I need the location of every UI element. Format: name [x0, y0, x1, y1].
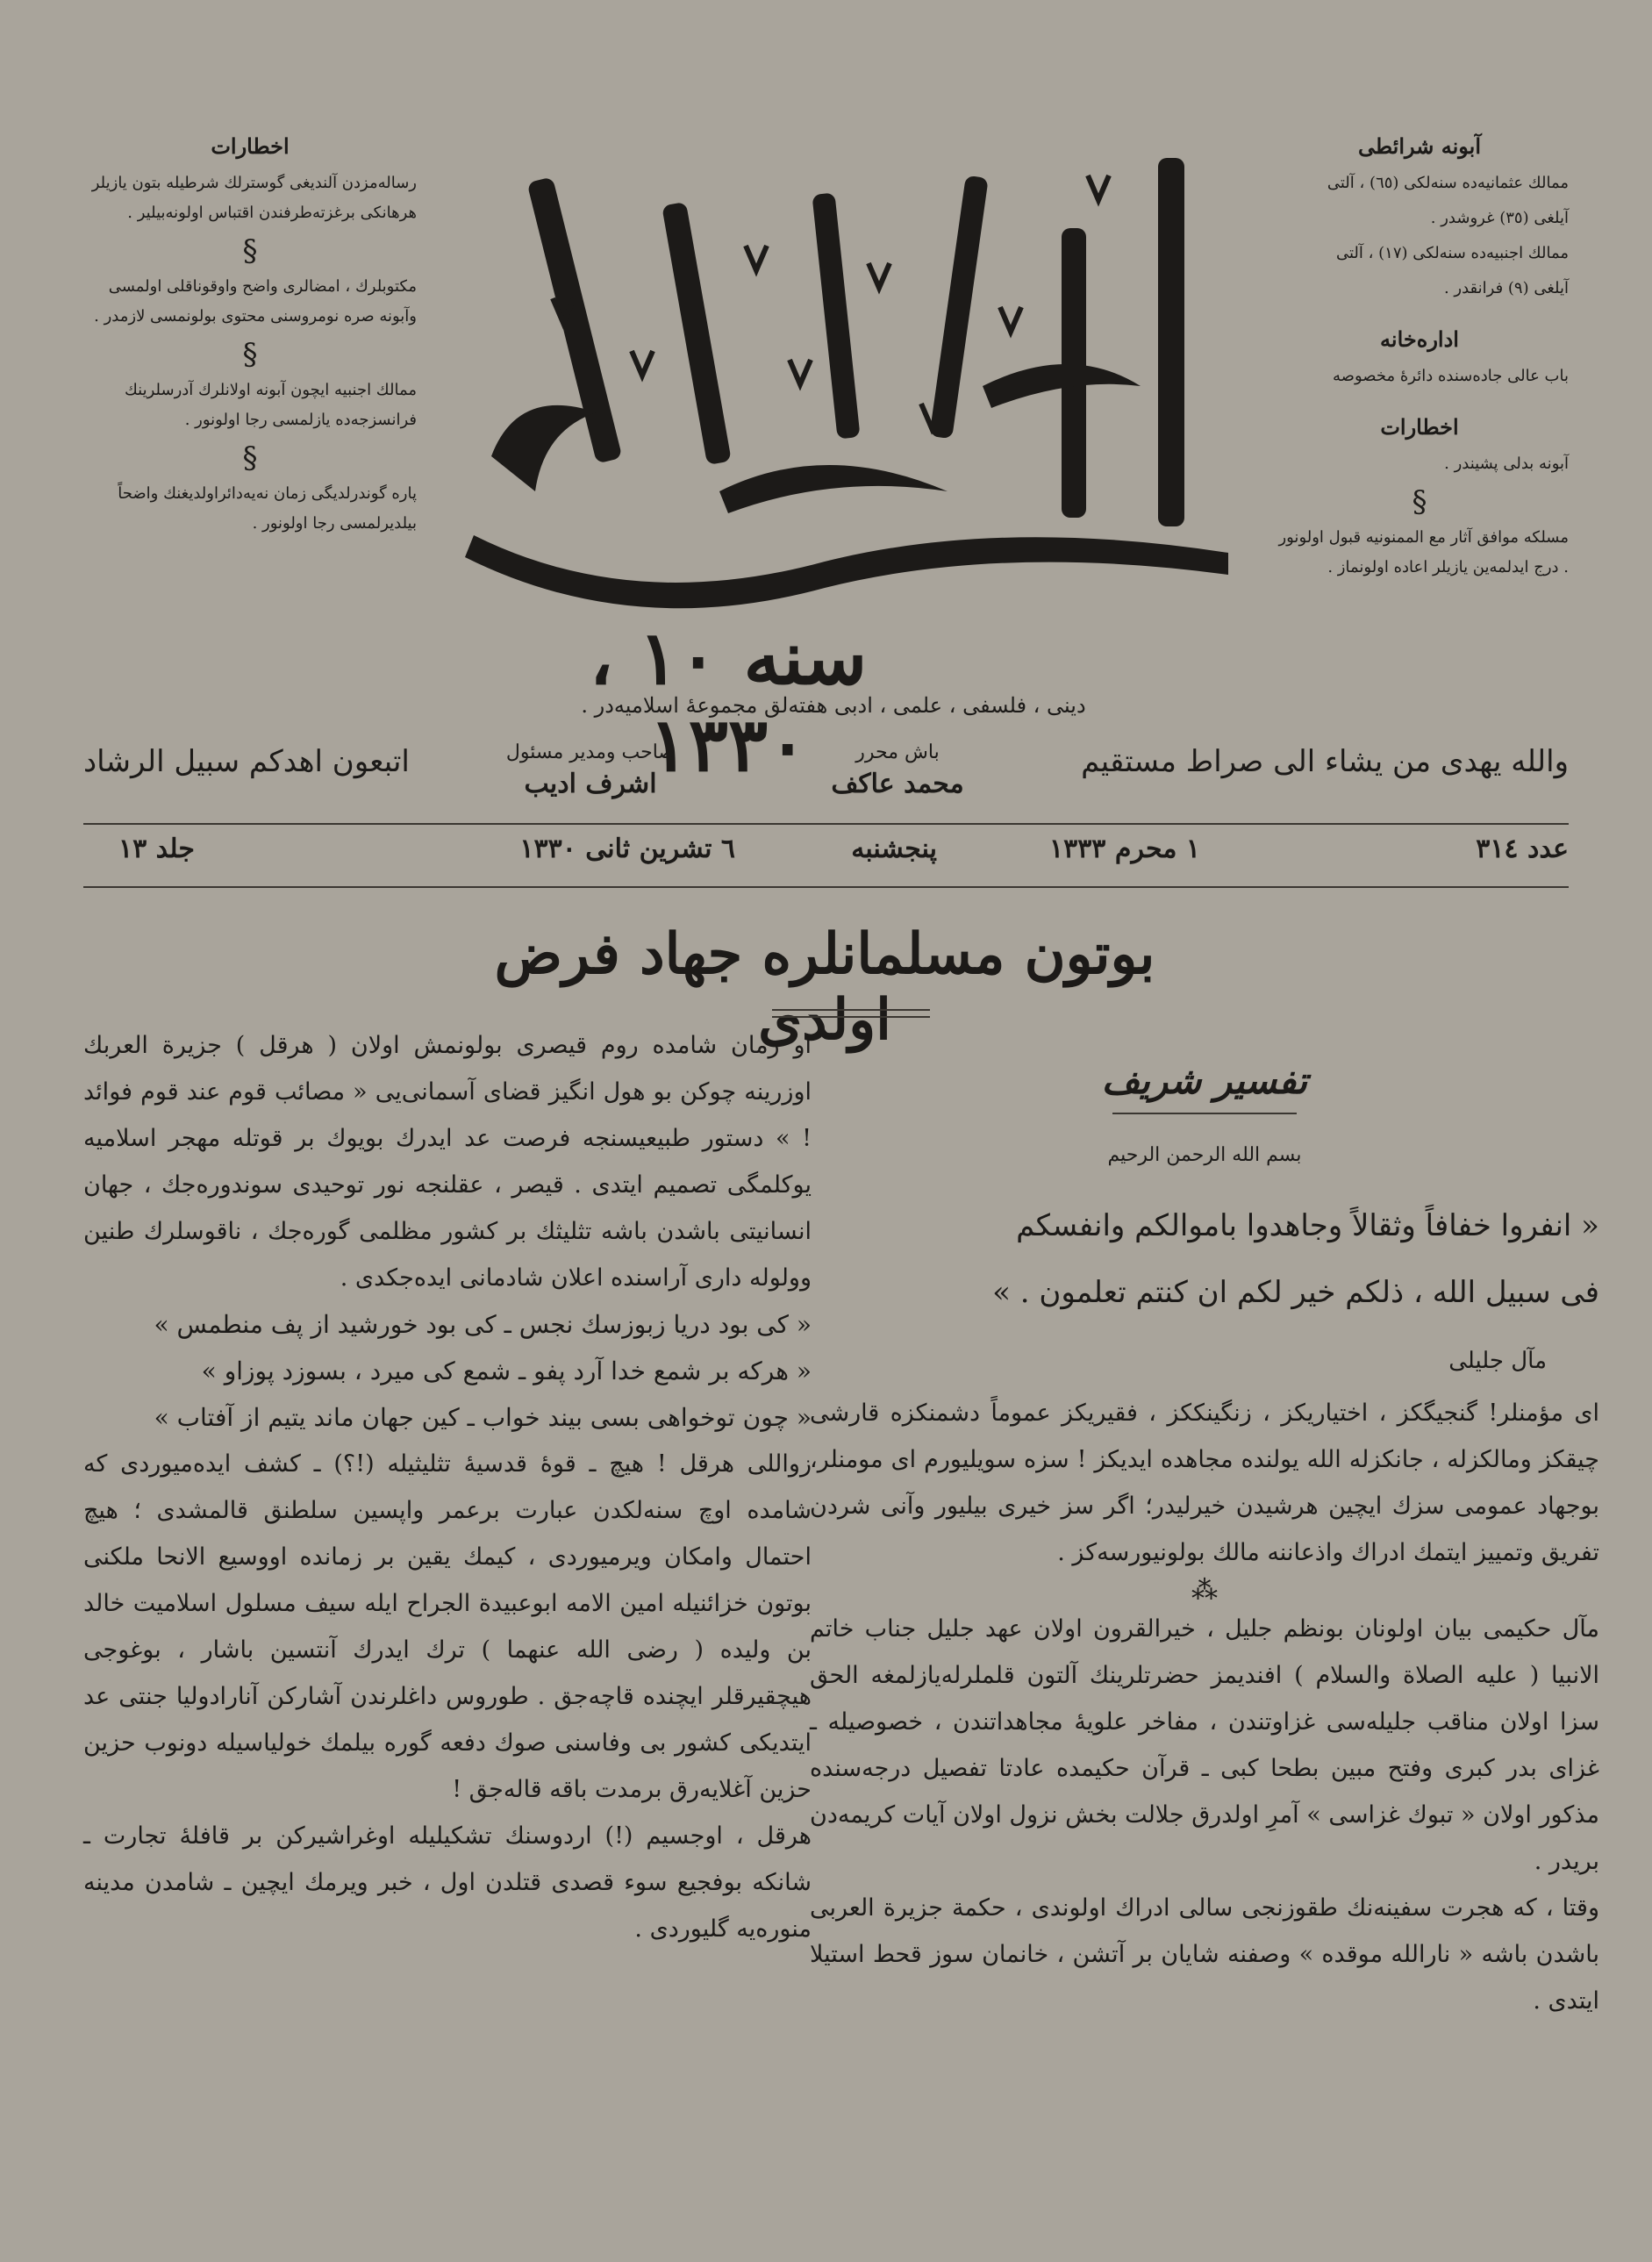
poem-line: « كی بود دریا زبوزسك نجس ـ كی بود خورشید از پف منطمس » — [154, 1310, 812, 1339]
hijri-date: ١ محرم ١٣٣٣ — [1048, 834, 1200, 864]
motto-left: اتبعون اهدكم سبیل الرشاد — [83, 744, 410, 779]
section-mark: § — [1412, 484, 1427, 519]
masthead-subtitle: دینی ، فلسفی ، علمی ، ادبی هفته‌لق مجموعهٔ اسلامیه‌در . — [581, 693, 1086, 718]
poem-line: « هرکه بر شمع خدا آرد پفو ـ شمع کی میرد ، بسوزد پوزاو » — [201, 1356, 812, 1385]
dateline — [83, 829, 1569, 873]
meal-text: ای مؤمنلر! گنجیگکز ، اختیاریکز ، زنگینککز ، فقیریکز عموماً دشمنکزه قارشی چیقکز ومالکزله ، جانکزله الله یولنده مجاهده ایدیکز ! سزه سویلیورم ای مومنلر، بوجهاد عمومی سزك ایچین هرشیدن خیرلیدر؛ اگر سز خیری بیلیور وآنی شردن تفریق وتمییز ایتمك ادراك واذعاننه مالك بولونیورسه‌کز . — [810, 1399, 1599, 1566]
section-mark: § — [242, 440, 258, 476]
office-address: باب عالی جاده‌سنده دائرهٔ مخصوصه — [1333, 367, 1569, 385]
right-column — [810, 1022, 1599, 2024]
tafsir-rule — [1112, 1113, 1297, 1114]
owner-title: صاحب ومدیر مسئول — [505, 741, 676, 763]
headline-ornament — [772, 1009, 930, 1018]
owner-block — [459, 737, 722, 800]
section-mark: § — [242, 233, 258, 268]
masthead-logo — [456, 123, 1246, 614]
separator-dots: ⁂ — [1191, 1575, 1218, 1606]
weekday: پنجشنبه — [851, 834, 937, 864]
editor-name: محمد عاكف — [831, 769, 964, 799]
subscription-line: ممالك عثمانیه‌ده سنه‌لکی (٦٥) ، آلتی — [1327, 174, 1569, 192]
owner-name: اشرف ادیب — [524, 769, 657, 799]
headline: بوتون مسلمانلره جهاد فرض اولدی — [494, 921, 1155, 1053]
meal-label: مآل جلیلی — [1448, 1348, 1547, 1374]
bottom-rule — [83, 886, 1569, 888]
subscription-line: آیلغی (٩) فرانقدر . — [1443, 279, 1569, 297]
volume-number: جلد ١٣ — [118, 834, 195, 864]
rumi-date: ٦ تشرین ثانی ١٣٣٠ — [519, 834, 735, 864]
section-mark: § — [242, 337, 258, 372]
paragraph: هرقل ، اوجسیم (!) اردوسنك تشکیلیله اوغراشیرکن بر قافلهٔ تجارت ـ شانکه بوفجیع سوء قصدی قتلدن اول ، خبر ویرمك ایچین ـ شامدن مدینه منوره‌یه گلیوردی . — [83, 1822, 812, 1943]
motto-right: والله یهدی من یشاء الی صراط مستقیم — [1081, 744, 1569, 779]
paragraph: زواللی هرقل ! هیچ ـ قوهٔ قدسیهٔ تثلیثیله (!؟) ـ کشف ایده‌میوردی که شامده اوچ سنه‌لکدن عبارت برعمر واپسین سلطنق قالمشدی ؛ هیچ احتمال وامکان ویرمیوردی ، کیمك یقین بر زمانده اووسیع الانحا ملکنی بوتون خزائنیله امین الامه ابوعبیدة الجراح ایله سیف مسلول اسلامیت خالد بن ولیده ( رضی الله عنهما ) ترك ایدرك آنتسین باشار ، بوغوجی هیچقیرقلر ایچنده قاچه‌جق . طوروس داغلرندن آشارکن آنارادولیا جنتی عد ایتدیکی کشور بی وفاسنی صوك دفعه گوره بیلمك خولیاسیله دونوب حزین حزین آغلایه‌رق برمدت باقه قاله‌جق ! — [83, 1450, 812, 1803]
subscription-panel — [1270, 132, 1569, 588]
notice-item: پاره گوندرلدیگی زمان نه‌یه‌دائراولدیغنك واضحاً بیلدیرلمسی رجا اولونور . — [118, 484, 417, 533]
volume-year: سنه ١٠ ، ١٣٣٠ — [589, 614, 868, 788]
issue-number: عدد ٣١٤ — [1476, 834, 1569, 864]
verse-line: « انفروا خفافاً وثقالاً وجاهدوا باموالكم وانفسكم — [1016, 1208, 1599, 1243]
notices-panel — [83, 132, 417, 544]
verse-line: فی سبیل الله ، ذلكم خیر لكم ان كنتم تعلمون . » — [992, 1275, 1599, 1310]
editor-block — [801, 737, 994, 800]
paragraph: او زمان شامده روم قیصری بولونمش اولان ( هرقل ) جزیرة العربك اوزرینه چوكن بو هول انگیز قضای آسمانی‌یی « مصائب قوم عند قوم فوائد ! » دستور طبیعیسنجه فرصت عد ایدرك بویوك بر قوتله مهجر اسلامیه یوکلمگی تصمیم ایتدی . قیصر ، عقلنجه نور توحیدی سوندوره‌جك ، جهان انسانیتی باشدن باشه تثلیثك بر کشور مظلمی گوره‌جك ، ناقوسلرك طنین وولوله داری آراسنده اعلان شادمانی ایده‌جکدی . — [83, 1032, 812, 1292]
notice-item: رساله‌مزدن آلندیغی گوسترلك شرطیله بتون یازیلر هرهانکی برغزته‌طرفندن اقتباس اولونه‌بیلیر . — [91, 174, 417, 222]
notice-item: ممالك اجنبیه ایچون آبونه اولانلرك آدرسلرینك فرانسزجه‌ده یازلمسی رجا اولونور . — [125, 381, 417, 429]
subscription-line: آیلغی (٣٥) غروشدر . — [1430, 209, 1569, 227]
conditions-title: اخطارات — [1380, 414, 1459, 440]
notice-item: مکتوبلرك ، امضالری واضح واوقوناقلی اولمسی وآبونه صره نومروسنی محتوی بولونمسی لازمدر . — [94, 277, 417, 326]
paragraph: مآل حکیمی بیان اولونان بونظم جلیل ، خیرالقرون اولان عهد جلیل جناب خاتم الانبیا ( علیه الصلاة والسلام ) افندیمز حضرتلرینك آلتون قلملرله‌یازلمغه الحق سزا اولان مناقب جلیله‌سی غزاوتندن ، مفاخر علویهٔ مجاهداتندن ، خصوصیله ـ غزای بدر کبری وفتح مبین بطحا کبی ـ قرآن حکیمده عادتا تفصیل درجه‌سنده مذکور اولان « تبوك غزاسی » آمرِ اولدرق جلالت بخش نزول اولان آیات کریمه‌دن بریدر . — [810, 1615, 1599, 1875]
subscription-title: آبونه شرائطی — [1357, 133, 1482, 159]
top-rule — [83, 823, 1569, 825]
subscription-line: ممالك اجنبیه‌ده سنه‌لکی (١٧) ، آلتی — [1335, 244, 1569, 262]
basmala: بسم الله الرحمن الرحیم — [1107, 1144, 1302, 1166]
editor-title: باش محرر — [855, 741, 940, 763]
conditions-text: مسلکه موافق آثار مع الممنونیه قبول اولونور . درج ایدلمه‌ین یازیلر اعاده اولونماز . — [1278, 528, 1569, 576]
paragraph: وقتا ، که هجرت سفینه‌نك طقوزنجی سالی ادراك اولوندی ، حکمة جزیرة العربی باشدن باشه « نارالله موقده » وصفنه شایان بر آتشن ، خانمان سوز قحط استیلا ایتدی . — [810, 1894, 1599, 2015]
conditions-text: آبونه بدلی پشیندر . — [1444, 455, 1569, 473]
poem-line: « چون توخواهی بسی بیند خواب ـ كین جهان ماند یتیم از آفتاب » — [154, 1403, 812, 1432]
office-title: اداره‌خانه — [1380, 326, 1459, 352]
tafsir-title: تفسیر شریف — [1101, 1059, 1308, 1102]
left-column — [83, 1022, 812, 1952]
calligraphy-logo — [456, 123, 1246, 614]
notices-title: اخطارات — [211, 133, 290, 159]
